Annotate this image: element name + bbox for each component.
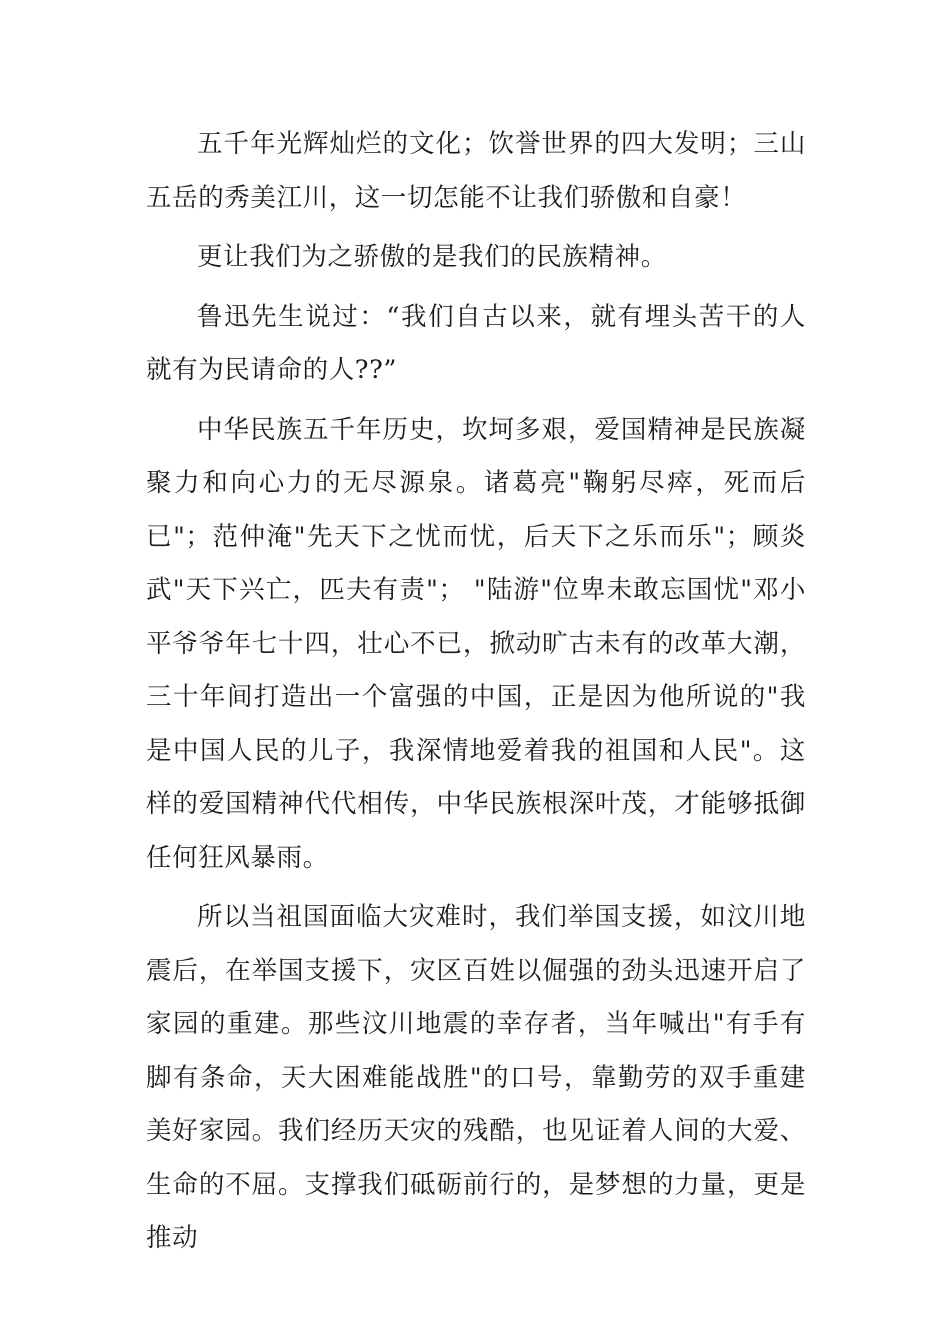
document-body xyxy=(146,118,806,1272)
paragraph-lu-xun-quote: 鲁迅先生说过：“我们自古以来，就有埋头苦干的人就有为民请命的人??” xyxy=(146,301,806,385)
paragraph-culture: 五千年光辉灿烂的文化；饮誉世界的四大发明；三山五岳的秀美江川，这一切怎能不让我们骄傲和自豪！ xyxy=(146,129,806,213)
paragraph-national-spirit: 更让我们为之骄傲的是我们的民族精神。 xyxy=(197,242,667,272)
paragraph-wenchuan-earthquake: 所以当祖国面临大灾难时，我们举国支援，如汶川地震后，在举国支援下，灾区百姓以倔强的劲头迅速开启了家园的重建。那些汶川地震的幸存者，当年喊出"有手有脚有条命，天大困难能战胜"的口号，靠勤劳的双手重建美好家园。我们经历天灾的残酷，也见证着人间的大爱、生命的不屈。支撑我们砥砺前行的，是梦想的力量，更是推动 xyxy=(146,902,806,1253)
paragraph-patriotism-history: 中华民族五千年历史，坎坷多艰，爱国精神是民族凝聚力和向心力的无尽源泉。诸葛亮"鞠躬尽瘁，死而后已"；范仲淹"先天下之忧而忧，后天下之乐而乐"；顾炎武"天下兴亡，匹夫有责"； "陆游"位卑未敢忘国忧"邓小平爷爷年七十四，壮心不已，掀动旷古未有的改革大潮，三十年间打造出一个富强的中国，正是因为他所说的"我是中国人民的儿子，我深情地爱着我的祖国和人民"。这样的爱国精神代代相传，中华民族根深叶茂，才能够抵御任何狂风暴雨。 xyxy=(146,414,806,873)
